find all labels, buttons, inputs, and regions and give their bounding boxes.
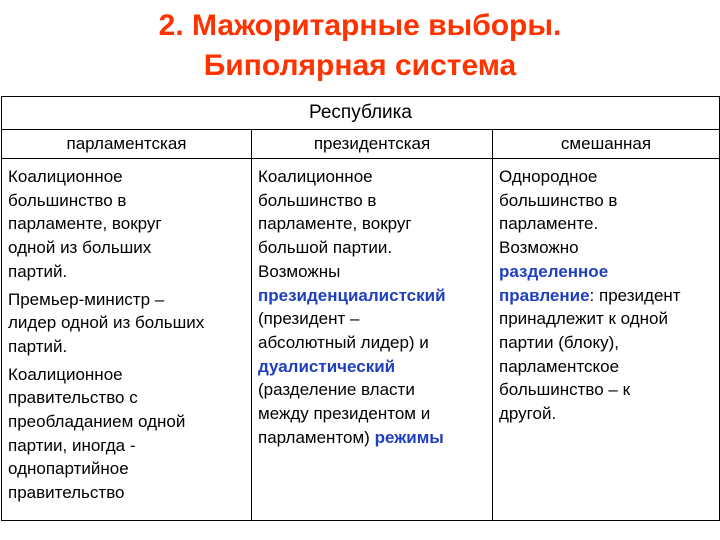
presidential-cell [252,159,493,521]
text-line: большинство – к [499,380,631,400]
title-line-1: 2. Мажоритарные выборы. [158,9,562,42]
parliamentary-cell [2,159,252,521]
text-line: (разделение власти [258,380,415,400]
text-line: большой партии. [258,238,393,258]
text-line: партии (блоку), [499,332,619,352]
text-line: парламентское [499,356,620,376]
parliamentary-paragraph-2 [8,288,247,359]
text-line [499,284,715,308]
text-line: большинство в [258,190,377,210]
parliamentary-paragraph-3 [8,363,247,505]
highlight-presidentialist: президенциалистский [258,285,446,305]
highlight-dualistic: дуалистический [258,356,396,376]
text-line: Однородное [499,167,598,186]
text-line: абсолютный лидер) и [258,332,429,352]
text-line: Коалиционное [258,167,373,186]
column-header-mixed: смешанная [493,130,720,159]
text-line: Возможно [499,238,579,258]
text-line: принадлежит к одной [499,309,668,329]
text-line: однопартийное [8,459,129,479]
column-header-parliamentary: парламентская [2,130,252,159]
text-line: другой. [499,404,557,424]
content-row [2,159,720,521]
text-segment: парламентом) [258,427,370,447]
republic-table [1,96,720,521]
slide-title [0,6,720,86]
text-line: (президент – [258,309,360,329]
highlight-regimes: режимы [374,427,444,447]
text-line: партий. [8,336,68,356]
text-line: партий. [8,261,68,281]
text-line: правительство с [8,388,138,408]
mixed-cell [493,159,720,521]
text-line: правительство [8,483,125,503]
header-row [2,97,720,130]
text-line: большинство в [8,190,127,210]
text-line: Возможны [258,261,341,281]
text-line: между президентом и [258,404,431,424]
text-line: Коалиционное [8,167,123,186]
text-line: Премьер-министр – [8,289,165,309]
text-segment: : президент [589,285,681,305]
text-line: парламенте, вокруг [8,214,162,234]
title-line-2: Биполярная система [203,49,517,82]
table-header: Республика [2,97,720,130]
text-line: преобладанием одной [8,412,186,432]
text-line: одной из больших [8,238,152,258]
parliamentary-paragraph-1 [8,165,247,284]
text-line: партии, иногда - [8,435,136,455]
text-line: Коалиционное [8,364,123,384]
column-header-row [2,130,720,159]
text-line [258,426,488,450]
highlight-government: правление [499,285,590,305]
highlight-divided: разделенное [499,261,609,281]
column-header-presidential: президентская [252,130,493,159]
text-line: большинство в [499,190,618,210]
text-line: парламенте. [499,214,599,234]
text-line: парламенте, вокруг [258,214,412,234]
text-line: лидер одной из больших [8,313,205,333]
